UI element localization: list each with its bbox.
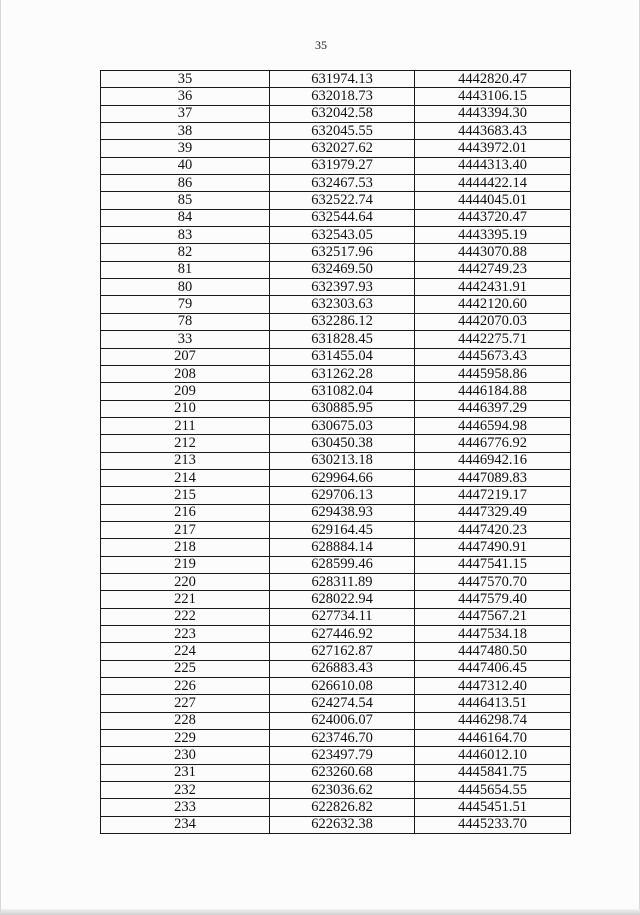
y-coordinate-cell: 4445233.70 (415, 816, 571, 833)
x-coordinate-cell: 632018.73 (270, 88, 415, 105)
y-coordinate-cell: 4442749.23 (415, 261, 571, 278)
page-bottom-edge (1, 909, 640, 915)
point-number-cell: 231 (101, 764, 270, 781)
table-row (101, 469, 571, 486)
y-coordinate-cell: 4446012.10 (415, 747, 571, 764)
x-coordinate-cell: 629164.45 (270, 521, 415, 538)
y-coordinate-cell: 4445841.75 (415, 764, 571, 781)
table-row (101, 279, 571, 296)
point-number-cell: 78 (101, 313, 270, 330)
table-row (101, 71, 571, 88)
point-number-cell: 224 (101, 643, 270, 660)
table-row (101, 88, 571, 105)
point-number-cell: 79 (101, 296, 270, 313)
x-coordinate-cell: 632467.53 (270, 175, 415, 192)
x-coordinate-cell: 628311.89 (270, 573, 415, 590)
y-coordinate-cell: 4444422.14 (415, 175, 571, 192)
x-coordinate-cell: 629964.66 (270, 469, 415, 486)
y-coordinate-cell: 4443395.19 (415, 227, 571, 244)
point-number-cell: 208 (101, 365, 270, 382)
table-row (101, 521, 571, 538)
point-number-cell: 234 (101, 816, 270, 833)
y-coordinate-cell: 4447579.40 (415, 591, 571, 608)
x-coordinate-cell: 623036.62 (270, 782, 415, 799)
x-coordinate-cell: 632286.12 (270, 313, 415, 330)
x-coordinate-cell: 632303.63 (270, 296, 415, 313)
y-coordinate-cell: 4443720.47 (415, 209, 571, 226)
y-coordinate-cell: 4447406.45 (415, 660, 571, 677)
point-number-cell: 35 (101, 71, 270, 88)
table-row (101, 348, 571, 365)
table-row (101, 626, 571, 643)
x-coordinate-cell: 628884.14 (270, 539, 415, 556)
table-row (101, 799, 571, 816)
table-row (101, 539, 571, 556)
y-coordinate-cell: 4446164.70 (415, 730, 571, 747)
point-number-cell: 207 (101, 348, 270, 365)
table-row (101, 678, 571, 695)
y-coordinate-cell: 4447329.49 (415, 504, 571, 521)
y-coordinate-cell: 4446298.74 (415, 712, 571, 729)
y-coordinate-cell: 4442431.91 (415, 279, 571, 296)
table-row (101, 313, 571, 330)
point-number-cell: 222 (101, 608, 270, 625)
table-row (101, 227, 571, 244)
table-row (101, 816, 571, 833)
y-coordinate-cell: 4447420.23 (415, 521, 571, 538)
y-coordinate-cell: 4446413.51 (415, 695, 571, 712)
point-number-cell: 214 (101, 469, 270, 486)
table-row (101, 400, 571, 417)
point-number-cell: 227 (101, 695, 270, 712)
point-number-cell: 213 (101, 452, 270, 469)
x-coordinate-cell: 627446.92 (270, 626, 415, 643)
x-coordinate-cell: 623260.68 (270, 764, 415, 781)
point-number-cell: 36 (101, 88, 270, 105)
table-row (101, 695, 571, 712)
y-coordinate-cell: 4445451.51 (415, 799, 571, 816)
x-coordinate-cell: 632027.62 (270, 140, 415, 157)
x-coordinate-cell: 630450.38 (270, 435, 415, 452)
point-number-cell: 84 (101, 209, 270, 226)
point-number-cell: 220 (101, 573, 270, 590)
point-number-cell: 217 (101, 521, 270, 538)
table-row (101, 417, 571, 434)
point-number-cell: 209 (101, 383, 270, 400)
y-coordinate-cell: 4442275.71 (415, 331, 571, 348)
point-number-cell: 230 (101, 747, 270, 764)
point-number-cell: 80 (101, 279, 270, 296)
x-coordinate-cell: 630885.95 (270, 400, 415, 417)
y-coordinate-cell: 4447219.17 (415, 487, 571, 504)
point-number-cell: 215 (101, 487, 270, 504)
point-number-cell: 210 (101, 400, 270, 417)
table-row (101, 383, 571, 400)
x-coordinate-cell: 632042.58 (270, 105, 415, 122)
x-coordinate-cell: 632517.96 (270, 244, 415, 261)
point-number-cell: 229 (101, 730, 270, 747)
y-coordinate-cell: 4447567.21 (415, 608, 571, 625)
table-row (101, 556, 571, 573)
point-number-cell: 40 (101, 157, 270, 174)
x-coordinate-cell: 632469.50 (270, 261, 415, 278)
point-number-cell: 219 (101, 556, 270, 573)
x-coordinate-cell: 628022.94 (270, 591, 415, 608)
point-number-cell: 85 (101, 192, 270, 209)
y-coordinate-cell: 4442120.60 (415, 296, 571, 313)
x-coordinate-cell: 632522.74 (270, 192, 415, 209)
y-coordinate-cell: 4442070.03 (415, 313, 571, 330)
y-coordinate-cell: 4443972.01 (415, 140, 571, 157)
point-number-cell: 86 (101, 175, 270, 192)
x-coordinate-cell: 631082.04 (270, 383, 415, 400)
x-coordinate-cell: 631828.45 (270, 331, 415, 348)
table-row (101, 244, 571, 261)
y-coordinate-cell: 4447534.18 (415, 626, 571, 643)
y-coordinate-cell: 4446594.98 (415, 417, 571, 434)
x-coordinate-cell: 632543.05 (270, 227, 415, 244)
y-coordinate-cell: 4447570.70 (415, 573, 571, 590)
point-number-cell: 33 (101, 331, 270, 348)
x-coordinate-cell: 630213.18 (270, 452, 415, 469)
point-number-cell: 211 (101, 417, 270, 434)
y-coordinate-cell: 4445673.43 (415, 348, 571, 365)
coordinates-table (100, 70, 571, 834)
x-coordinate-cell: 629706.13 (270, 487, 415, 504)
y-coordinate-cell: 4442820.47 (415, 71, 571, 88)
y-coordinate-cell: 4443683.43 (415, 123, 571, 140)
table-row (101, 296, 571, 313)
y-coordinate-cell: 4445958.86 (415, 365, 571, 382)
y-coordinate-cell: 4443106.15 (415, 88, 571, 105)
table-row (101, 747, 571, 764)
table-row (101, 123, 571, 140)
table-row (101, 192, 571, 209)
y-coordinate-cell: 4444313.40 (415, 157, 571, 174)
y-coordinate-cell: 4447089.83 (415, 469, 571, 486)
x-coordinate-cell: 629438.93 (270, 504, 415, 521)
point-number-cell: 38 (101, 123, 270, 140)
x-coordinate-cell: 623497.79 (270, 747, 415, 764)
y-coordinate-cell: 4445654.55 (415, 782, 571, 799)
table-row (101, 157, 571, 174)
point-number-cell: 212 (101, 435, 270, 452)
x-coordinate-cell: 623746.70 (270, 730, 415, 747)
x-coordinate-cell: 627734.11 (270, 608, 415, 625)
point-number-cell: 228 (101, 712, 270, 729)
point-number-cell: 39 (101, 140, 270, 157)
table-row (101, 105, 571, 122)
table-row (101, 175, 571, 192)
point-number-cell: 82 (101, 244, 270, 261)
y-coordinate-cell: 4447480.50 (415, 643, 571, 660)
point-number-cell: 81 (101, 261, 270, 278)
y-coordinate-cell: 4443070.88 (415, 244, 571, 261)
point-number-cell: 223 (101, 626, 270, 643)
table-row (101, 365, 571, 382)
table-row (101, 573, 571, 590)
table-row (101, 209, 571, 226)
x-coordinate-cell: 632544.64 (270, 209, 415, 226)
x-coordinate-cell: 624006.07 (270, 712, 415, 729)
point-number-cell: 83 (101, 227, 270, 244)
x-coordinate-cell: 626883.43 (270, 660, 415, 677)
x-coordinate-cell: 631974.13 (270, 71, 415, 88)
table-row (101, 764, 571, 781)
y-coordinate-cell: 4443394.30 (415, 105, 571, 122)
point-number-cell: 216 (101, 504, 270, 521)
table-row (101, 712, 571, 729)
y-coordinate-cell: 4447541.15 (415, 556, 571, 573)
y-coordinate-cell: 4446184.88 (415, 383, 571, 400)
table-row (101, 487, 571, 504)
point-number-cell: 218 (101, 539, 270, 556)
x-coordinate-cell: 627162.87 (270, 643, 415, 660)
coordinates-table-body (101, 71, 571, 834)
table-row (101, 660, 571, 677)
x-coordinate-cell: 628599.46 (270, 556, 415, 573)
x-coordinate-cell: 631455.04 (270, 348, 415, 365)
table-row (101, 504, 571, 521)
point-number-cell: 233 (101, 799, 270, 816)
x-coordinate-cell: 626610.08 (270, 678, 415, 695)
table-row (101, 435, 571, 452)
table-row (101, 261, 571, 278)
point-number-cell: 226 (101, 678, 270, 695)
table-row (101, 730, 571, 747)
table-row (101, 782, 571, 799)
y-coordinate-cell: 4446397.29 (415, 400, 571, 417)
point-number-cell: 37 (101, 105, 270, 122)
y-coordinate-cell: 4447490.91 (415, 539, 571, 556)
x-coordinate-cell: 622632.38 (270, 816, 415, 833)
x-coordinate-cell: 631262.28 (270, 365, 415, 382)
table-row (101, 591, 571, 608)
point-number-cell: 232 (101, 782, 270, 799)
x-coordinate-cell: 631979.27 (270, 157, 415, 174)
y-coordinate-cell: 4446776.92 (415, 435, 571, 452)
table-row (101, 452, 571, 469)
point-number-cell: 225 (101, 660, 270, 677)
table-row (101, 608, 571, 625)
y-coordinate-cell: 4447312.40 (415, 678, 571, 695)
x-coordinate-cell: 624274.54 (270, 695, 415, 712)
page-number: 35 (315, 38, 327, 52)
x-coordinate-cell: 632397.93 (270, 279, 415, 296)
point-number-cell: 221 (101, 591, 270, 608)
x-coordinate-cell: 622826.82 (270, 799, 415, 816)
y-coordinate-cell: 4446942.16 (415, 452, 571, 469)
table-row (101, 643, 571, 660)
x-coordinate-cell: 632045.55 (270, 123, 415, 140)
table-row (101, 331, 571, 348)
table-row (101, 140, 571, 157)
y-coordinate-cell: 4444045.01 (415, 192, 571, 209)
x-coordinate-cell: 630675.03 (270, 417, 415, 434)
